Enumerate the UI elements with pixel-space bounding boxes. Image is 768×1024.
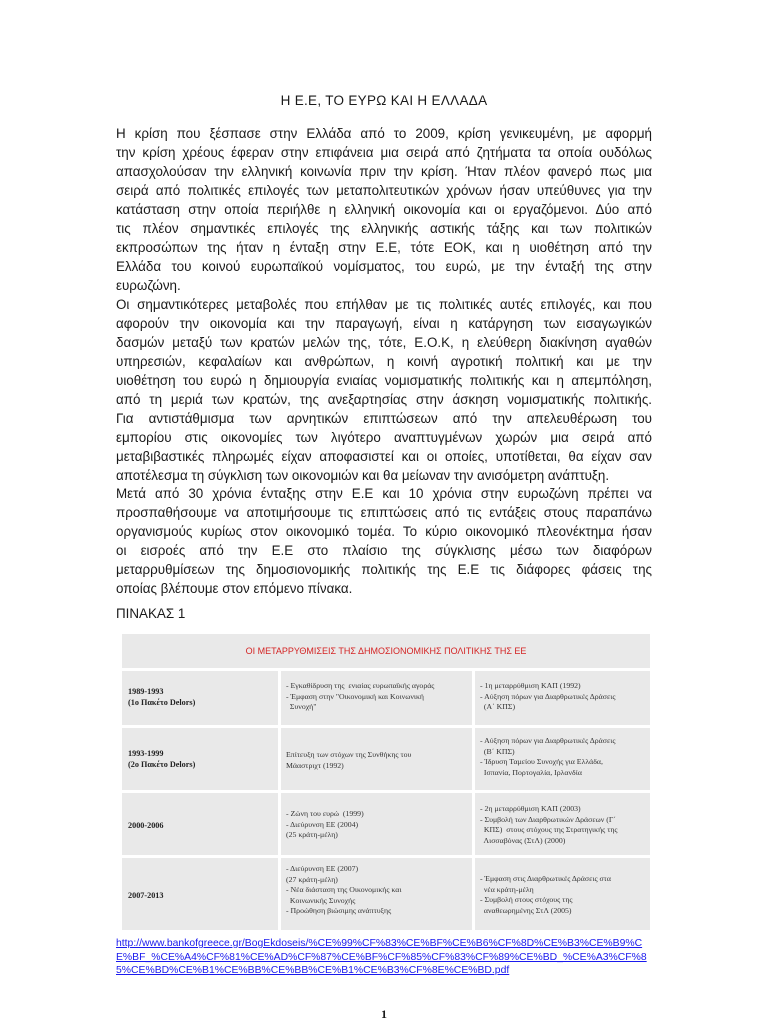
paragraph-line: κατάσταση στην οποία περιήλθε η ελληνική οικονομία και οι εργαζόμενοι. Δύο από — [116, 202, 652, 217]
paragraph-line: εκπροσώπων της ήταν η ένταξη στην Ε.Ε, τότε ΕΟΚ, και η υιοθέτηση από την — [116, 240, 652, 255]
paragraph-3 — [116, 484, 652, 598]
paragraph-2 — [116, 295, 652, 485]
policy-table — [122, 634, 650, 930]
paragraph-line: μεταβιβαστικές πληρωμές είχαν αποφασιστεί και οι οποίες, υποτίθεται, θα είχαν σαν — [116, 449, 652, 464]
paragraph-line: σειρά από πολιτικές επιλογές των μεταπολιτευτικών χρόνων ήσαν υπεύθυνες για την — [116, 183, 652, 198]
paragraph-line: οποίας βλέπουμε στον επόμενο πίνακα. — [116, 581, 353, 596]
document-title: Η Ε.Ε, ΤΟ ΕΥΡΩ ΚΑΙ Η ΕΛΛΑΔΑ — [280, 93, 488, 108]
table-row — [122, 728, 650, 790]
paragraph-line: Για αντιστάθμισμα των αρνητικών επιπτώσεων από την απελευθέρωση του — [116, 411, 652, 426]
paragraph-line: αφορούν την οικονομία και την παραγωγή, είναι η κατάργηση των εισαγωγικών — [116, 316, 652, 331]
source-link[interactable]: http://www.bankofgreece.gr/BogEkdoseis/%CE%99%CF%83%CE%BF%CE%B6%CF%8D%CE%B3%CE%B9%CE%BF_%CE%A4%CF%81%CE%AD%CF%87%CE%BF%CF%85%CF%83%CF%89%CE%BD_%CE%A3%CF%85%CE%BD%CE%B1%CE%BB%CE%BB%CE%B1%CE%B3%CF%8E%CE%BD.pdf — [116, 938, 647, 976]
paragraph-line: υιοθέτηση του ευρώ η δημιουργία ενιαίας νομισματικής πολιτικής και η απεμπόληση, — [116, 373, 652, 388]
paragraph-line: ευρωζώνη. — [116, 278, 181, 293]
paragraph-line: δασμών μεταξύ των κρατών μελών της, τότε, Ε.Ο.Κ, η ελεύθερη διακίνηση αγαθών — [116, 335, 652, 350]
page-number: 1 — [381, 1007, 387, 1021]
table-label: ΠΙΝΑΚΑΣ 1 — [116, 606, 186, 621]
row-period: 1989-1993 (1ο Πακέτο Delors) — [128, 687, 196, 707]
table-header: ΟΙ ΜΕΤΑΡΡΥΘΜΙΣΕΙΣ ΤΗΣ ΔΗΜΟΣΙΟΝΟΜΙΚΗΣ ΠΟΛΙΤΙΚΗΣ ΤΗΣ ΕΕ — [245, 646, 527, 656]
table-row — [122, 671, 650, 725]
row-period: 1993-1999 (2ο Πακέτο Delors) — [128, 749, 196, 769]
paragraph-line: υπηρεσιών, κεφαλαίων και ανθρώπων, η κοινή αγροτική πολιτική και με την — [116, 354, 652, 369]
row-col2: - Ζώνη του ευρώ (1999) - Διεύρυνση ΕΕ (2004) (25 κράτη-μέλη) — [286, 809, 364, 839]
paragraph-line: Η κρίση που ξέσπασε στην Ελλάδα από το 2009, κρίση γενικευμένη, με αφορμή — [116, 126, 652, 141]
paragraph-line: Οι σημαντικότερες μεταβολές που επήλθαν με τις πολιτικές αυτές επιλογές, και που — [116, 297, 652, 312]
table-row — [122, 793, 650, 855]
row-col3: - Αύξηση πόρων για Διαρθρωτικές Δράσεις (Β΄ ΚΠΣ) - Ίδρυση Ταμείου Συνοχής για Ελλάδα, Ισπανία, Πορτογαλία, Ιρλανδία — [480, 736, 616, 777]
row-col3: - 2η μεταρρύθμιση ΚΑΠ (2003) - Συμβολή των Διαρθρωτικών Δράσεων (Γ΄ ΚΠΣ) στους στόχους της Στρατηγικής της Λισσαβόνας (ΣτΛ) (2000) — [480, 804, 618, 845]
paragraph-line: οι εισροές από την Ε.Ε στο πλαίσιο της σύγκλισης μέσω των διαφόρων — [116, 543, 652, 558]
row-col3: - Έμφαση στις Διαρθρωτικές Δράσεις στα νέα κράτη-μέλη - Συμβολή στους στόχους της αναθεωρημένης ΣτΛ (2005) — [480, 874, 611, 915]
paragraph-1 — [116, 124, 652, 295]
paragraph-line: Μετά από 30 χρόνια ένταξης στην Ε.Ε και 10 χρόνια στην ευρωζώνη πρέπει να — [116, 486, 652, 501]
row-col2: - Εγκαθίδρυση της ενιαίας ευρωπαϊκής αγοράς - Έμφαση στην "Οικονομική και Κοινωνική Συνοχή" — [286, 681, 435, 711]
paragraph-line: την κρίση χρέους έφεραν στην επιφάνεια μια σειρά από ζητήματα τα οποία ουδόλως — [116, 145, 652, 160]
paragraph-line: απασχολούσαν την ελληνική κοινωνία πριν την κρίση. Ήταν πλέον φανερό πως μια — [116, 164, 652, 179]
row-col2: Επίτευξη των στόχων της Συνθήκης του Μάαστριχτ (1992) — [286, 750, 412, 770]
paragraph-line: Ελλάδα του κοινού ευρωπαϊκού νομίσματος, του ευρώ, με την ένταξή της στην — [116, 259, 652, 274]
paragraph-line: τις πλέον σημαντικές επιλογές της ελληνικής αστικής τάξης και των πολιτικών — [116, 221, 652, 236]
paragraph-line: από τη μεριά των κρατών, της ανεξαρτησίας στην άσκηση νομισματικής πολιτικής. — [116, 392, 652, 407]
row-period: 2000-2006 — [128, 821, 164, 830]
paragraph-line: αποτέλεσμα τη σύγκλιση των οικονομιών και θα μείωναν την ανισόμετρη ανάπτυξη. — [116, 468, 610, 483]
paragraph-line: μεταρρυθμίσεων της δημοσιονομικής πολιτικής της Ε.Ε τις διάφορες φάσεις της — [116, 562, 652, 577]
row-col2: - Διεύρυνση ΕΕ (2007) (27 κράτη-μέλη) - Νέα διάσταση της Οικονομικής και Κοινωνικής Συνοχής - Προώθηση βιώσιμης ανάπτυξης — [286, 864, 402, 915]
row-period: 2007-2013 — [128, 891, 164, 900]
paragraph-line: οργανισμούς κυρίως στον οικονομικό τομέα. Το κύριο οικονομικό πλεονέκτημα ήσαν — [116, 524, 652, 539]
paragraph-line: προσπαθήσουμε να αποτιμήσουμε τις επιπτώσεις από τις εντάξεις στους παραπάνω — [116, 505, 652, 520]
paragraph-line: εμπορίου στις οικονομίες των λιγότερο αναπτυγμένων χωρών μια σειρά από — [116, 430, 652, 445]
table-row — [122, 858, 650, 930]
row-col3: - 1η μεταρρύθμιση ΚΑΠ (1992) - Αύξηση πόρων για Διαρθρωτικές Δράσεις (Α΄ ΚΠΣ) — [480, 681, 616, 711]
